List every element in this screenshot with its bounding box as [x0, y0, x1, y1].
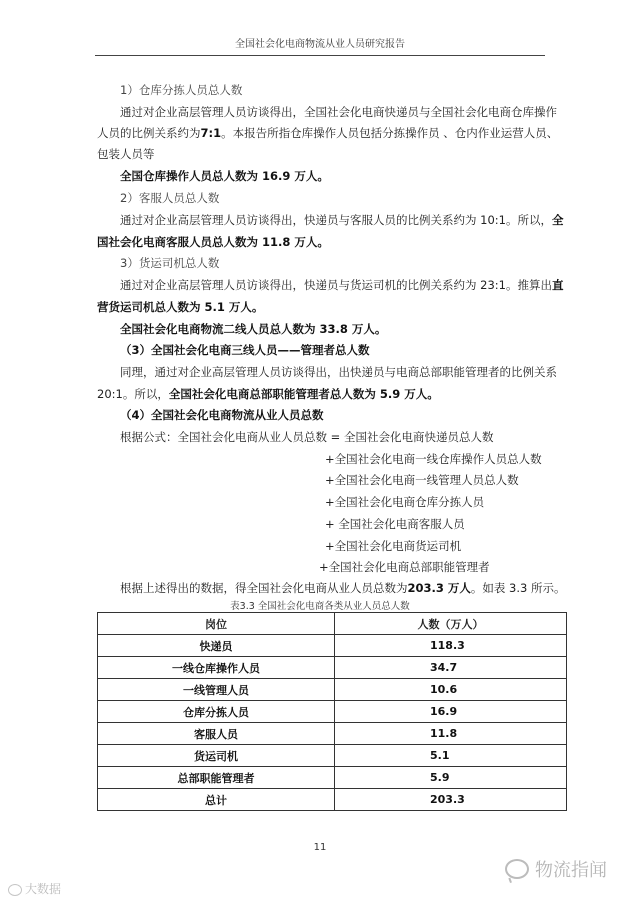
cell-count: 118.3: [335, 635, 567, 657]
table-total-row: [98, 789, 567, 811]
summary-managers: 全国社会化电商总部职能管理者总人数为 5.9 万人。: [168, 387, 439, 401]
paragraph-line: [120, 212, 563, 228]
column-header-count: 人数（万人）: [335, 613, 567, 635]
paragraph-line: [97, 125, 558, 141]
text-span: 通过对企业高层管理人员访谈得出，快递员与客服人员的比例关系约为 10:1。所以，: [120, 213, 552, 227]
column-header-position: 岗位: [98, 613, 335, 635]
page-header: 全国社会化电商物流从业人员研究报告: [95, 35, 545, 56]
formula-term: +全国社会化电商总部职能管理者: [319, 560, 490, 574]
section-managers: （3）全国社会化电商三线人员——管理者总人数: [120, 343, 370, 357]
text-span: 根据上述得出的数据，得全国社会化电商从业人员总数为: [120, 581, 408, 595]
cell-count: 5.1: [335, 745, 567, 767]
cell-count: 203.3: [335, 789, 567, 811]
paragraph-line: [97, 386, 439, 402]
cell-position: 总计: [98, 789, 335, 811]
section-warehouse-sorting: 1）仓库分拣人员总人数: [120, 83, 243, 97]
watermark-right-text: 物流指闻: [535, 860, 607, 881]
cell-position: 仓库分拣人员: [98, 701, 335, 723]
bold-span: 全: [551, 213, 564, 227]
staff-table: [97, 612, 567, 811]
cell-count: 34.7: [335, 657, 567, 679]
formula-term: +全国社会化电商一线仓库操作人员总人数: [325, 452, 542, 466]
watermark-left: [8, 880, 61, 897]
paragraph-line: [120, 580, 566, 596]
section-customer-service: 2）客服人员总人数: [120, 191, 220, 205]
cell-count: 5.9: [335, 767, 567, 789]
table-caption: 表3.3 全国社会化电商各类从业人员总人数: [230, 601, 410, 612]
cell-position: 快递员: [98, 635, 335, 657]
wechat-icon: [505, 859, 529, 879]
cell-count: 11.8: [335, 723, 567, 745]
text-span: 20:1。所以，: [97, 387, 169, 401]
cell-position: 货运司机: [98, 745, 335, 767]
cell-position: 一线管理人员: [98, 679, 335, 701]
cell-position: 客服人员: [98, 723, 335, 745]
weibo-icon: [8, 884, 22, 896]
table-row: [98, 635, 567, 657]
summary-second-line: 全国社会化电商物流二线人员总人数为 33.8 万人。: [120, 322, 387, 336]
table-row: [98, 745, 567, 767]
cell-count: 16.9: [335, 701, 567, 723]
summary-warehouse-ops: 全国仓库操作人员总人数为 16.9 万人。: [120, 169, 329, 183]
bold-span: 直: [551, 278, 564, 292]
formula-term: +全国社会化电商一线管理人员总人数: [325, 473, 519, 487]
summary-customer-service: 国社会化电商客服人员总人数为 11.8 万人。: [97, 235, 329, 249]
cell-position: 一线仓库操作人员: [98, 657, 335, 679]
watermark-left-text: 大数据: [25, 882, 62, 896]
formula-term: + 全国社会化电商客服人员: [325, 517, 465, 531]
paragraph-line: 包装人员等: [97, 147, 155, 161]
table-row: [98, 679, 567, 701]
table-row: [98, 657, 567, 679]
text-span: 人员的比例关系约为: [97, 126, 201, 140]
formula-line: 根据公式：全国社会化电商从业人员总数 = 全国社会化电商快递员总人数: [120, 430, 494, 444]
section-drivers: 3）货运司机总人数: [120, 256, 220, 270]
text-span: 。如表 3.3 所示。: [470, 581, 566, 595]
formula-term: +全国社会化电商仓库分拣人员: [325, 495, 485, 509]
paragraph-line: [120, 277, 563, 293]
cell-count: 10.6: [335, 679, 567, 701]
table-row: [98, 723, 567, 745]
summary-drivers: 营货运司机总人数为 5.1 万人。: [97, 300, 264, 314]
page-number: 11: [313, 842, 327, 853]
text-span: 。本报告所指仓库操作人员包括分拣操作员 、仓内作业运营人员、: [221, 126, 559, 140]
table-row: [98, 701, 567, 723]
watermark-right: [505, 856, 607, 882]
ratio-highlight: 7:1: [200, 126, 222, 140]
text-span: 通过对企业高层管理人员访谈得出，快递员与货运司机的比例关系约为 23:1。推算出: [120, 278, 552, 292]
table-header-row: [98, 613, 567, 635]
paragraph-line: 通过对企业高层管理人员访谈得出，全国社会化电商快递员与全国社会化电商仓库操作: [120, 105, 557, 119]
cell-position: 总部职能管理者: [98, 767, 335, 789]
paragraph-line: 同理，通过对企业高层管理人员访谈得出，出快递员与电商总部职能管理者的比例关系: [120, 365, 557, 379]
section-total: （4）全国社会化电商物流从业人员总数: [120, 408, 324, 422]
total-highlight: 203.3 万人: [407, 581, 471, 595]
table-row: [98, 767, 567, 789]
formula-term: +全国社会化电商货运司机: [325, 539, 462, 553]
